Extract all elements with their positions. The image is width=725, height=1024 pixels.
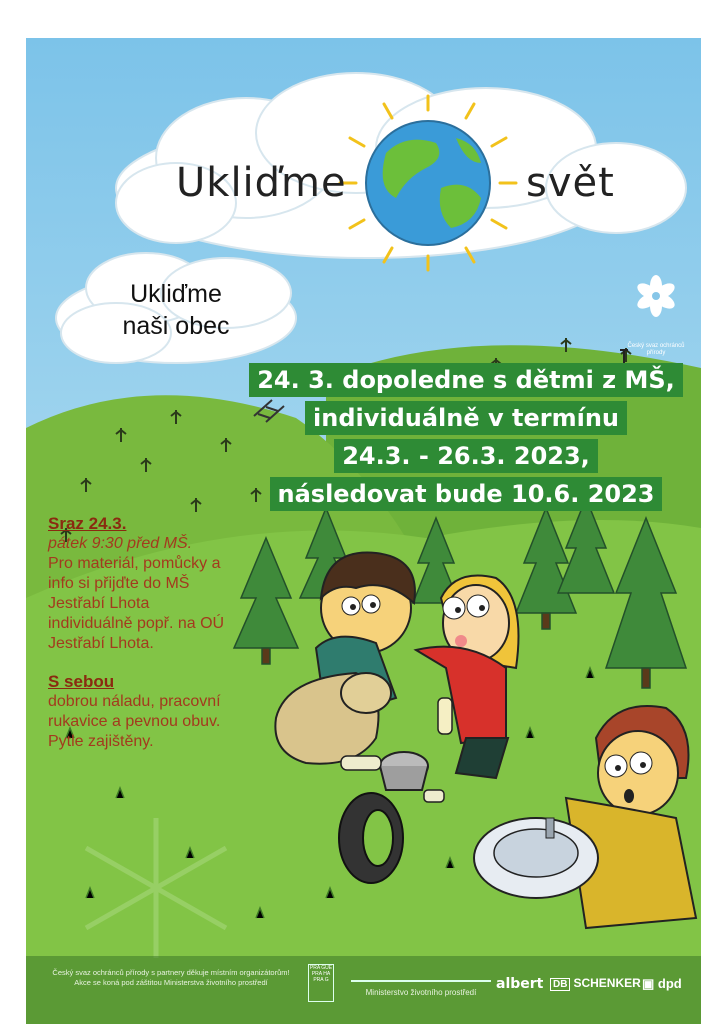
meeting-heading: Sraz 24.3. xyxy=(48,514,127,533)
schenker-text: SCHENKER xyxy=(573,976,641,990)
banner-line-4: následovat bude 10.6. 2023 xyxy=(270,477,663,511)
csop-logo-text: Český svaz ochránců přírody xyxy=(627,343,685,356)
footer-thanks xyxy=(36,968,306,988)
csop-logo xyxy=(626,268,686,356)
banner-line-2: individuálně v termínu xyxy=(305,401,627,435)
date-banner xyxy=(236,361,696,513)
footer-thanks-line1: Český svaz ochránců přírody s partnery děkuje místním organizátorům! xyxy=(52,968,290,977)
ministry-logo: Ministerstvo životního prostředí xyxy=(351,980,491,997)
albert-logo: albert xyxy=(496,976,544,992)
title-left-word: Ukliďme xyxy=(176,160,347,206)
bring-text: dobrou náladu, pracovní rukavice a pevnou obuv. Pytle zajištěny. xyxy=(48,693,221,750)
flower-logo-icon xyxy=(626,268,686,338)
trash-sink xyxy=(474,818,598,898)
dpd-logo xyxy=(642,976,682,992)
poster xyxy=(26,38,701,1024)
cloud-caption-line1: Ukliďme xyxy=(130,280,222,308)
meeting-text: Pro materiál, pomůcky a info si přijďte do MŠ Jestřabí Lhota individuálně popř. na OÚ Jestřabí Lhota. xyxy=(48,555,225,652)
trash-tire xyxy=(339,793,403,883)
bring-heading: S sebou xyxy=(48,672,115,691)
trash-pot xyxy=(380,752,428,790)
earth-globe xyxy=(366,121,490,245)
cloud-caption xyxy=(96,278,256,342)
cloud-caption-line2: naši obec xyxy=(122,312,230,340)
banner-line-3: 24.3. - 26.3. 2023, xyxy=(334,439,598,473)
sponsor-footer xyxy=(26,956,701,1024)
meeting-time: pátek 9:30 před MŠ. xyxy=(48,535,193,552)
db-logo: DB xyxy=(550,978,570,991)
title-right-word: svět xyxy=(526,160,615,206)
prague-logo: PRA GUE PRA HA PRA G xyxy=(308,964,334,1002)
dpd-text: dpd xyxy=(657,976,682,991)
db-schenker-logo xyxy=(550,976,641,991)
banner-line-1: 24. 3. dopoledne s dětmi z MŠ, xyxy=(249,363,683,397)
dpd-cube-icon: ▣ xyxy=(642,976,655,991)
footer-thanks-line2: Akce se koná pod záštitou Ministerstva životního prostředí xyxy=(74,978,268,987)
info-block xyxy=(48,514,238,752)
